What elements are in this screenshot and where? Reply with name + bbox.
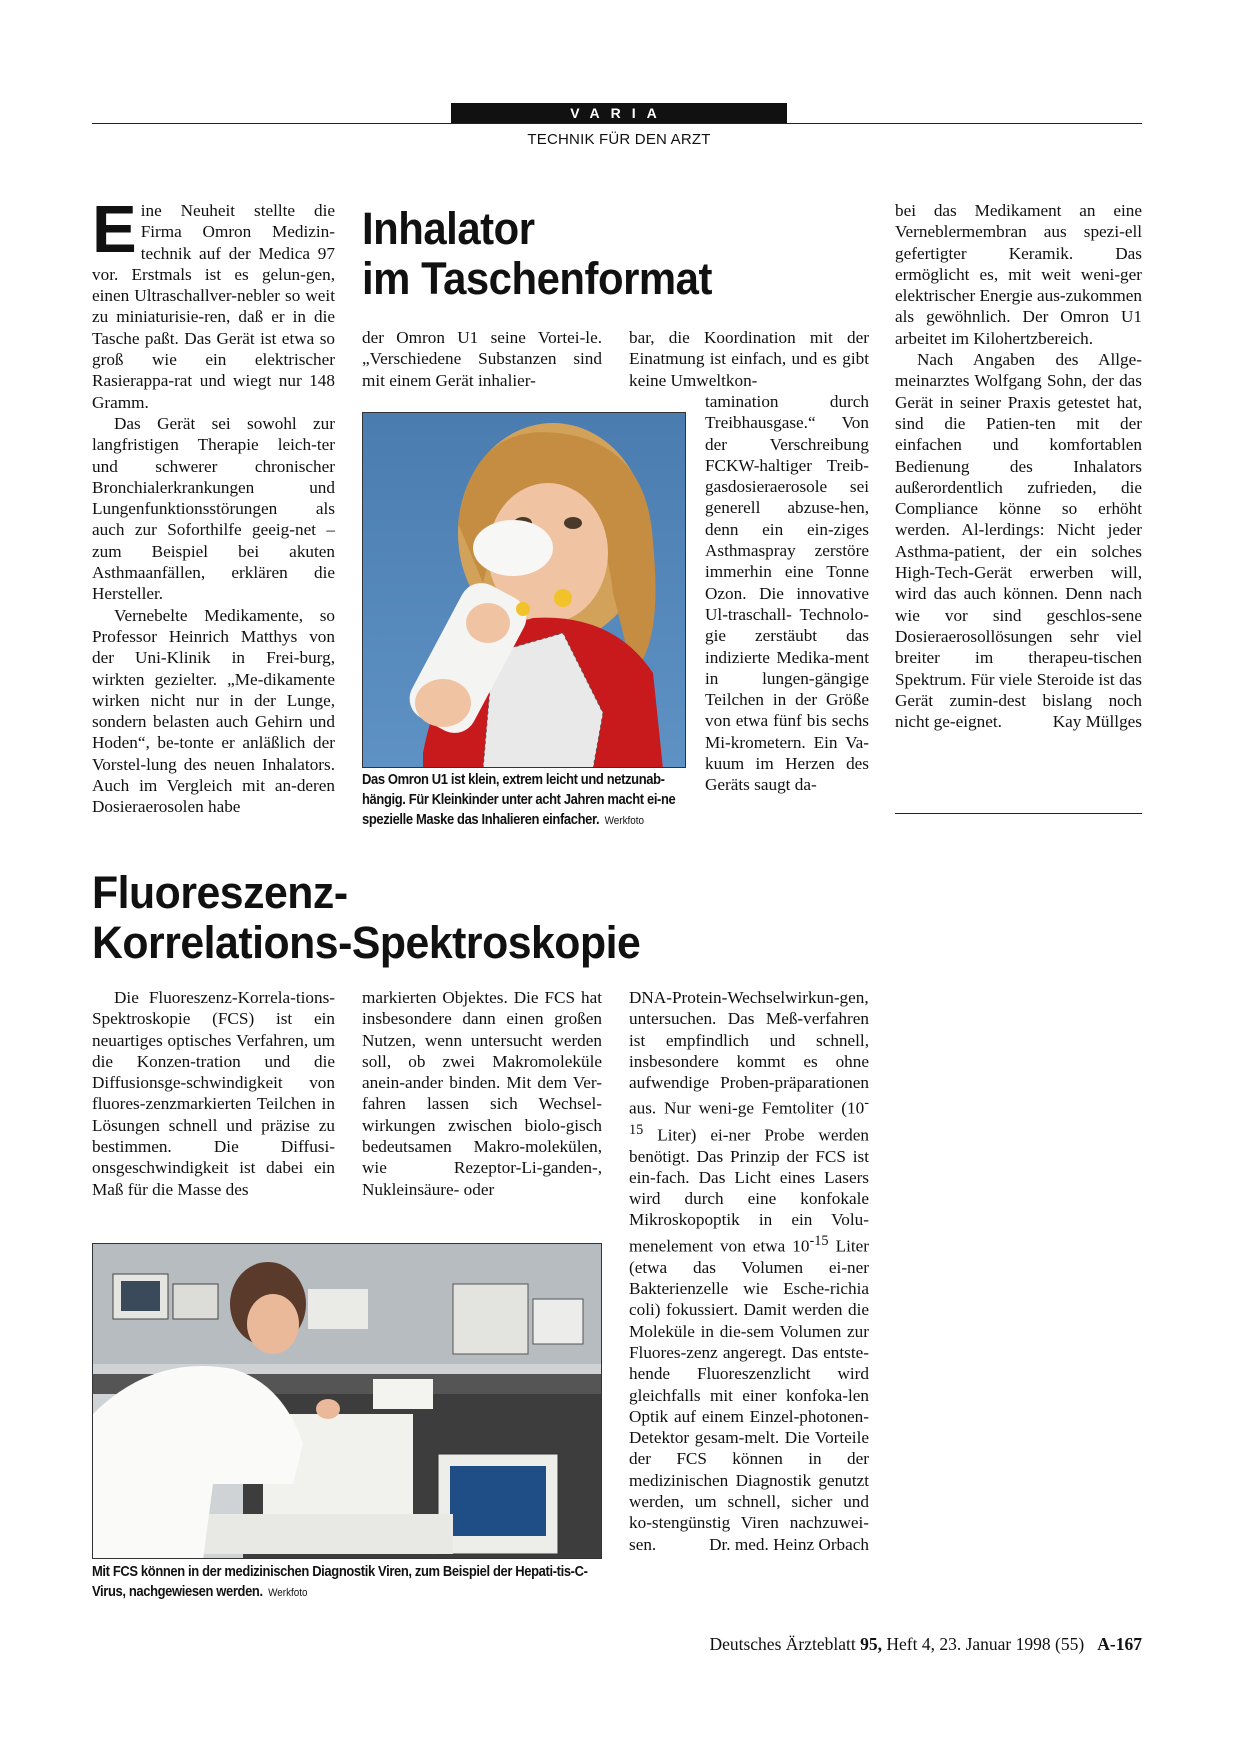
article2-headline <box>92 868 640 968</box>
article1-paragraph: ine Neuheit stellte die Firma Omron Medizin-technik auf der Medica 97 vor. Erstmals ist es gelun-gen, einen Ultraschallver-nebler so weit zu miniaturisie-ren, daß er in die Tasche paßt. Das Gerät ist etwa so groß wie ein elektrischer Rasierappa-rat und wiegt nur 148 Gramm. <box>92 201 335 412</box>
section-label: VARIA <box>451 103 787 123</box>
page-footer <box>600 1634 1142 1655</box>
headline-line: Fluoreszenz- <box>92 867 348 918</box>
journal-volume: 95, <box>860 1634 882 1654</box>
article1-column-2: der Omron U1 seine Vortei-le. „Verschiedene Substanzen sind mit einem Gerät inhalier- <box>362 328 602 390</box>
photo-credit: Werkfoto <box>604 815 645 827</box>
article1-headline <box>362 204 712 304</box>
headline-line: Inhalator <box>362 203 535 254</box>
article2-column-1 <box>92 987 335 1200</box>
journal-name: Deutsches Ärzteblatt <box>709 1634 856 1654</box>
headline-line: Korrelations-Spektroskopie <box>92 917 641 968</box>
article1-paragraph: Vernebelte Medikamente, so Professor Heinrich Matthys von der Uni-Klinik in Frei-burg, wirkten gezielter. „Me-dikamente wirken nicht nur in der Lunge, sondern belasten auch Gehirn und Hoden“, be-tonte er anläßlich der Vorstel-lung des neuen Inhalators. Auch im Vergleich mit an-deren Dosieraerosolen habe <box>92 605 335 817</box>
caption-text: Mit FCS können in der medizinischen Diagnostik Viren, zum Beispiel der Hepati-tis-C-Virus, nachgewiesen werden. <box>92 1564 588 1600</box>
article1-column-3-top: bar, die Koordination mit der Einatmung ist einfach, und es gibt keine Umweltkon- <box>629 328 869 390</box>
article1-paragraph: bei das Medikament an eine Verneblermembran aus spezi-ell gefertigter Keramik. Das ermöglicht es, mit weit weni-ger elektrischer Energie aus-zukommen als gewöhnlich. Der Omron U1 arbeitet im Kilohertzbereich. <box>895 201 1142 348</box>
article1-column-1 <box>92 192 335 818</box>
article2-column-2: markierten Objektes. Die FCS hat insbesondere dann einen großen Nutzen, wenn untersucht werden soll, ob zwei Makromoleküle anein-ander binden. Mit dem Ver-fahren lassen sich Wechsel-wirkungen zwischen biolo-gisch bedeutsamen Makro-molekülen, wie Rezeptor-Li-ganden-, Nukleinsäure- oder <box>362 988 602 1199</box>
photo-credit: Werkfoto <box>268 1587 308 1599</box>
headline-line: im Taschenformat <box>362 253 712 304</box>
article1-paragraph: Das Gerät sei sowohl zur langfristigen Therapie leich-ter und schwerer chronischer Bronchialerkrankungen und Lungenfunktionsstörungen als auch zur Soforthilfe geeig-net – zum Beispiel bei akuten Asthmaanfällen, erklären die Hersteller. <box>92 413 335 604</box>
journal-issue: Heft 4, 23. Januar 1998 (55) <box>886 1634 1085 1654</box>
article2-paragraph: Die Fluoreszenz-Korrela-tions-Spektroskopie (FCS) ist ein neuartiges optisches Verfahren, um die Konzen-tration und die Diffusionsge-schwindigkeit von fluores-zenzmarkierten Teilchen in Lösungen schnell und präzise zu bestimmen. Die Diffusi-onsgeschwindigkeit ist dabei ein Maß für die Masse des <box>92 988 335 1199</box>
caption-text: Das Omron U1 ist klein, extrem leicht und netzunab-hängig. Für Kleinkinder unter acht Jahren macht ei-ne spezielle Maske das Inhalieren einfacher. <box>362 772 676 828</box>
article1-column-3: tamination durch Treibhausgase.“ Von der Verschreibung FCKW-haltiger Treib-gasdosieraerosole sei generell abzuse-hen, denn ein ein-ziges Asthmaspray zerstöre immerhin eine Tonne Ozon. Die innovative Ul-traschall- Technolo-gie zerstäubt das indizierte Medika-ment in lungen-gängige Teilchen in der Größe von etwa fünf bis sechs Mi-krometern. Ein Va-kuum im Herzen des Geräts saugt da- <box>705 392 869 795</box>
article1-caption <box>362 770 686 831</box>
photo-fcs-lab <box>92 1243 602 1559</box>
article2-caption <box>92 1562 596 1603</box>
subsection-label: TECHNIK FÜR DEN ARZT <box>527 131 711 148</box>
article1-paragraph: Nach Angaben des Allge-meinarztes Wolfgang Sohn, der das Gerät in seiner Praxis getestet hat, sind die Patien-ten mit der einfachen und komfortablen Bedienung des Inhalators außerordentlich zufrieden, die Compliance könne so erhöht werden. Al-lerdings: Nicht jeder Asthma-patient, der ein solches High-Tech-Gerät erwerben will, wird das auch können. Denn nach wie vor sind geschlos-sene Dosieraerosollösungen sehr viel breiter im therapeu-tischen Spektrum. Für viele Steroide ist das Gerät zumin-dest bislang noch nicht ge-eignet. <box>895 350 1142 732</box>
article2-text: DNA-Protein-Wechselwirkun-gen, untersuchen. Das Meß-verfahren ist empfindlich und schnell, insbesondere kommt es ohne aufwendige Proben-präparationen aus. Nur weni-ge Femtoliter (10 <box>629 988 869 1119</box>
article1-column-4 <box>895 200 1142 732</box>
author-name: Kay Müllges <box>1052 712 1142 732</box>
photo-child-inhaler <box>362 412 686 768</box>
author-name: Dr. med. Heinz Orbach <box>709 1534 869 1554</box>
superscript: -15 <box>629 1095 869 1138</box>
dropcap: E <box>92 192 137 267</box>
lab-illustration <box>93 1244 602 1559</box>
article2-text: Liter) ei-ner Probe werden benötigt. Das Prinzip der FCS ist ein-fach. Das Licht eines Lasers wird durch eine konfokale Mikroskopoptik in ein Volu-menelement von etwa 10 <box>629 1125 869 1256</box>
article2-column-3 <box>629 987 869 1555</box>
article2-text: Liter (etwa das Volumen ei-ner Bakterienzelle wie Esche-richia coli) fokussiert. Damit werden die Moleküle in die-sem Volumen zur Fluores-zenz angeregt. Das entste-hende Fluoreszenzlicht wird gleichfalls mit einer konfoka-len Optik auf einem Einzel-photonen-Detektor gesam-melt. Die Vorteile der FCS können in der medizinischen Diagnostik genutzt werden, um schnell, sicher und ko-stengünstig Viren nachzuwei-sen. <box>629 1236 869 1554</box>
page-number: A-167 <box>1097 1634 1142 1654</box>
child-inhaler-illustration <box>363 413 686 768</box>
article-end-rule <box>895 813 1142 814</box>
superscript: -15 <box>809 1232 829 1249</box>
header-rule <box>92 123 1142 124</box>
